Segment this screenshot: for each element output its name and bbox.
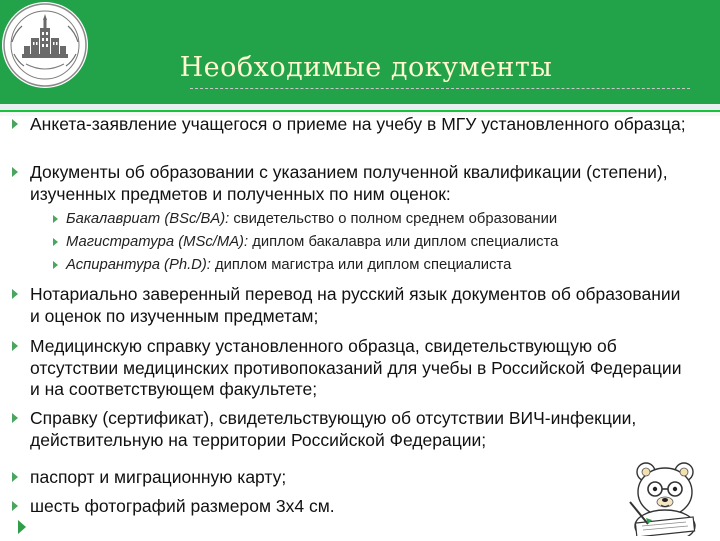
arrow-bullet-icon bbox=[53, 261, 58, 269]
title-divider bbox=[190, 88, 690, 89]
arrow-bullet-icon bbox=[12, 472, 18, 482]
arrow-bullet-icon bbox=[12, 119, 18, 129]
list-item-text: паспорт и миграционную карту; bbox=[30, 467, 287, 487]
degree-label: Бакалавриат (BSc/BA): bbox=[66, 211, 230, 227]
arrow-bullet-icon bbox=[12, 167, 18, 177]
degree-requirement: диплом бакалавра или диплом специалиста bbox=[248, 234, 559, 250]
msu-logo-icon bbox=[2, 2, 88, 88]
degree-requirement: свидетельство о полном среднем образовании bbox=[229, 211, 558, 227]
degree-label: Аспирантура (Ph.D): bbox=[66, 257, 211, 273]
list-item-text: Анкета-заявление учащегося о приеме на учебу в МГУ установленного образца; bbox=[30, 114, 686, 134]
arrow-bullet-icon bbox=[12, 341, 18, 351]
degree-requirement: диплом магистра или диплом специалиста bbox=[210, 257, 512, 273]
arrow-bullet-icon bbox=[53, 238, 58, 246]
list-item-text: Документы об образовании с указанием полученной квалификации (степени), изученных предметов и полученных по ним оценок: bbox=[30, 162, 668, 204]
list-item-text: Справку (сертификат), свидетельствующую об отсутствии ВИЧ-инфекции, действительную на территории Российской Федерации; bbox=[30, 408, 637, 450]
arrow-bullet-icon bbox=[12, 413, 18, 423]
arrow-bullet-icon bbox=[12, 501, 18, 511]
list-item-text: Медицинскую справку установленного образца, свидетельствующую об отсутствии медицинских противопоказаний для учебы в Российской Федерации и на соответствующем факультете; bbox=[30, 336, 682, 399]
arrow-bullet-icon bbox=[53, 215, 58, 223]
next-slide-arrow-icon[interactable] bbox=[18, 520, 26, 534]
teddy-bear-icon bbox=[616, 458, 714, 536]
list-item-text: шесть фотографий размером 3х4 см. bbox=[30, 496, 335, 516]
arrow-bullet-icon bbox=[12, 289, 18, 299]
list-item-text: Нотариально заверенный перевод на русский язык документов об образовании и оценок по изученным предметам; bbox=[30, 284, 681, 326]
degree-label: Магистратура (MSc/MA): bbox=[66, 234, 249, 250]
slide-title: Необходимые документы bbox=[179, 52, 553, 83]
